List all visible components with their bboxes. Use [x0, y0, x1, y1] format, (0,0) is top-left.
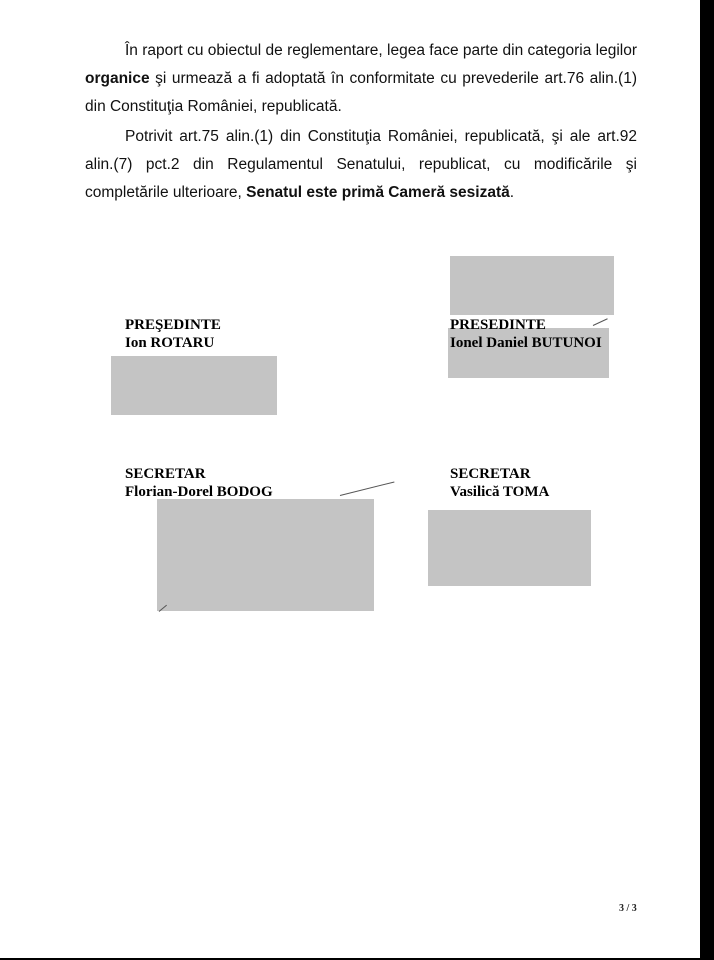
paragraph-text: . [509, 184, 515, 201]
redacted-signature-box [428, 510, 591, 586]
signatory-name: Ion ROTARU [125, 335, 215, 351]
signatory-title: SECRETAR [125, 466, 206, 482]
page-number: 3 / 3 [619, 903, 637, 914]
bold-text-organice: organice [85, 70, 150, 87]
signature-stroke [340, 481, 395, 496]
redacted-signature-box [157, 499, 374, 611]
redacted-signature-box [450, 256, 614, 315]
signatory-name: Florian-Dorel BODOG [125, 484, 273, 500]
paragraph-text: şi urmează a fi adoptată în conformitate cu prevederile art.76 alin.(1) din Constituţia României, republicată. [85, 70, 637, 115]
bold-text-senate-first-chamber: Senatul este primă Cameră sesizată [246, 184, 510, 201]
paragraph-text: În raport cu obiectul de reglementare, legea face parte din categoria legilor [125, 42, 637, 59]
paragraph-first-chamber [85, 123, 637, 207]
paragraph-text: Potrivit art.75 alin.(1) din Constituţia României, republicată, şi ale art.92 alin.(7) pct.2 din Regulamentul Senatului, republicat, cu modificările şi completările ulterioare, [85, 128, 637, 201]
signatory-title: SECRETAR [450, 466, 531, 482]
signature-block-right-president [450, 316, 602, 352]
signature-block-left-president [125, 316, 221, 352]
signature-block-left-secretary [125, 465, 273, 501]
signatory-title: PREŞEDINTE [125, 317, 221, 333]
signatory-name: Ionel Daniel BUTUNOI [450, 335, 602, 351]
redacted-signature-box [111, 356, 277, 415]
signature-block-right-secretary [450, 465, 549, 501]
signatory-name: Vasilică TOMA [450, 484, 550, 500]
signatory-title: PRESEDINTE [450, 317, 546, 333]
paragraph-legal-category [85, 37, 637, 121]
